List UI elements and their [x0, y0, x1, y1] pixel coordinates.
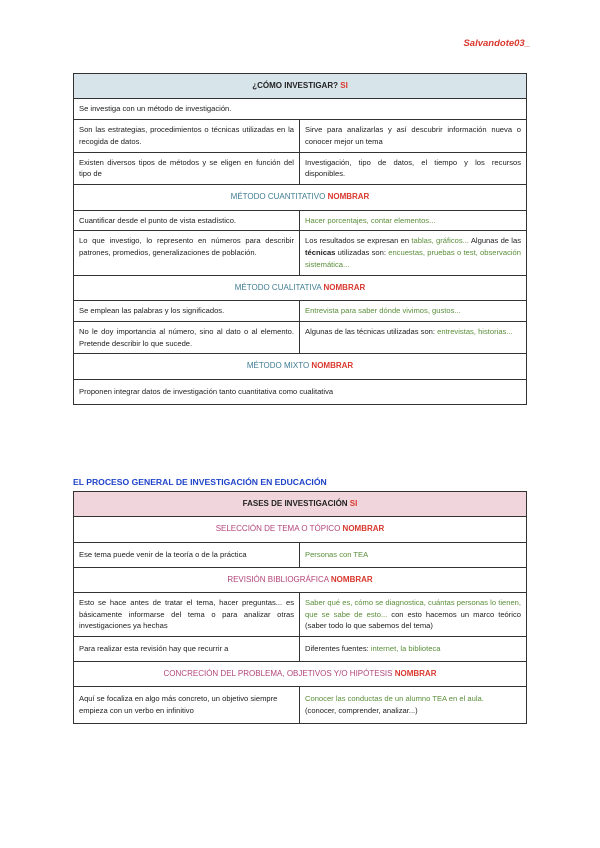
section-heading-tag: NOMBRAR — [342, 524, 385, 534]
section-heading-tag: NOMBRAR — [394, 669, 437, 678]
fases-investigacion-table — [73, 491, 527, 724]
table-cell: Esto se hace antes de tratar el tema, hacer preguntas... es básicamente informarse del tema o para analizar otras investigaciones ya hechas — [74, 592, 300, 636]
table-row — [74, 567, 527, 592]
table-row — [74, 687, 527, 724]
table-row — [74, 185, 527, 210]
section-heading-mixto — [74, 354, 527, 379]
table-row — [74, 492, 527, 517]
table-row — [74, 275, 527, 300]
table-row — [74, 74, 527, 99]
table-cell: No le doy importancia al número, sino al dato o al elemento. Pretende describir lo que sucede. — [74, 321, 300, 354]
watermark: Salvandote03_ — [463, 38, 530, 49]
section-heading-cuantitativo — [74, 185, 527, 210]
table-row — [74, 301, 527, 322]
text-span: Diferentes fuentes: — [305, 644, 371, 654]
text-span: con esto hacemos un marco teórico (saber todo lo que sabemos del tema) — [305, 609, 522, 631]
table-cell: Existen diversos tipos de métodos y se eligen en función del tipo de — [74, 152, 300, 185]
table-row — [74, 321, 527, 354]
section-heading-text: MÉTODO CUANTITATIVO — [230, 192, 326, 202]
header-text: ¿CÓMO INVESTIGAR? — [252, 81, 338, 90]
table-cell: Aquí se focaliza en algo más concreto, un objetivo siempre empieza con un verbo en infinitivo — [74, 687, 300, 724]
section-heading-tag: NOMBRAR — [311, 361, 354, 371]
text-span: Los resultados se expresan en — [305, 236, 412, 246]
section-title: EL PROCESO GENERAL DE INVESTIGACIÓN EN EDUCACIÓN — [73, 477, 327, 487]
table-row — [74, 662, 527, 687]
table-row — [74, 231, 527, 275]
table-cell: Investigación, tipo de datos, el tiempo y los recursos disponibles. — [300, 152, 527, 185]
text-line: Conocer las conductas de un alumno TEA en el aula. — [305, 694, 484, 704]
table-row — [74, 517, 527, 542]
text-span: utilizadas son: — [335, 248, 389, 258]
table-cell — [300, 321, 527, 354]
table-cell: Entrevista para saber dónde vivimos, gustos... — [300, 301, 527, 322]
table-cell: Proponen integrar datos de investigación tanto cuantitativa como cualitativa — [74, 379, 527, 404]
table-cell — [300, 592, 527, 636]
table-row — [74, 592, 527, 636]
table-row — [74, 637, 527, 662]
header-tag: SI — [340, 81, 348, 90]
section-heading-cualitativa — [74, 275, 527, 300]
section-heading-text: MÉTODO CUALITATIVA — [234, 282, 322, 292]
text-span: Saber qué es, cómo se diagnostica, cuántas personas lo tienen, que se sabe de esto... — [305, 597, 522, 619]
table-row — [74, 120, 527, 153]
text-span: internet, la biblioteca — [370, 644, 441, 654]
table-cell: Cuantificar desde el punto de vista estadístico. — [74, 210, 300, 231]
table-cell: Lo que investigo, lo represento en números para describir patrones, promedios, generalizaciones de población. — [74, 231, 300, 275]
table-cell: Ese tema puede venir de la teoría o de la práctica — [74, 542, 300, 567]
table-header — [74, 492, 527, 517]
section-heading-concrecion — [74, 662, 527, 687]
como-investigar-table — [73, 73, 527, 405]
header-tag: SI — [349, 499, 358, 508]
section-heading-tag: NOMBRAR — [330, 574, 373, 584]
table-row — [74, 354, 527, 379]
table-cell: Sirve para analizarlas y así descubrir información nueva o conocer mejor un tema — [300, 120, 527, 153]
section-heading-text: CONCRECIÓN DEL PROBLEMA, OBJETIVOS Y/O HIPÓTESIS — [163, 669, 393, 678]
section-heading-revision — [74, 567, 527, 592]
table-cell: Hacer porcentajes, contar elementos... — [300, 210, 527, 231]
table-cell — [300, 637, 527, 662]
table-cell: Se emplean las palabras y los significados. — [74, 301, 300, 322]
text-span: técnicas — [305, 248, 336, 258]
table-cell — [300, 687, 527, 724]
section-heading-text: MÉTODO MIXTO — [246, 361, 310, 371]
section-heading-text: SELECCIÓN DE TEMA O TÓPICO — [215, 524, 341, 534]
table-cell — [300, 231, 527, 275]
text-line: (conocer, comprender, analizar...) — [305, 706, 418, 716]
table-cell: Para realizar esta revisión hay que recurrir a — [74, 637, 300, 662]
text-span: Algunas de las técnicas utilizadas son: — [305, 326, 438, 336]
intro-cell: Se investiga con un método de investigación. — [74, 99, 527, 120]
table-row — [74, 99, 527, 120]
section-heading-tag: NOMBRAR — [327, 192, 370, 202]
section-heading-tag: NOMBRAR — [323, 282, 366, 292]
text-span: encuestas, pruebas o test, observación sistemática... — [305, 248, 522, 269]
table-row — [74, 379, 527, 404]
table-cell: Personas con TEA — [300, 542, 527, 567]
section-heading-text: REVISIÓN BIBLIOGRÁFICA — [227, 574, 329, 584]
table-row — [74, 152, 527, 185]
header-text: FASES DE INVESTIGACIÓN — [242, 499, 348, 508]
table-cell: Son las estrategias, procedimientos o técnicas utilizadas en la recogida de datos. — [74, 120, 300, 153]
table-row — [74, 542, 527, 567]
text-span: Algunas de las — [470, 236, 521, 246]
text-span: entrevistas, historias... — [437, 326, 513, 336]
section-heading-tema — [74, 517, 527, 542]
text-span: tablas, gráficos... — [411, 236, 469, 246]
table-row — [74, 210, 527, 231]
table-header — [74, 74, 527, 99]
